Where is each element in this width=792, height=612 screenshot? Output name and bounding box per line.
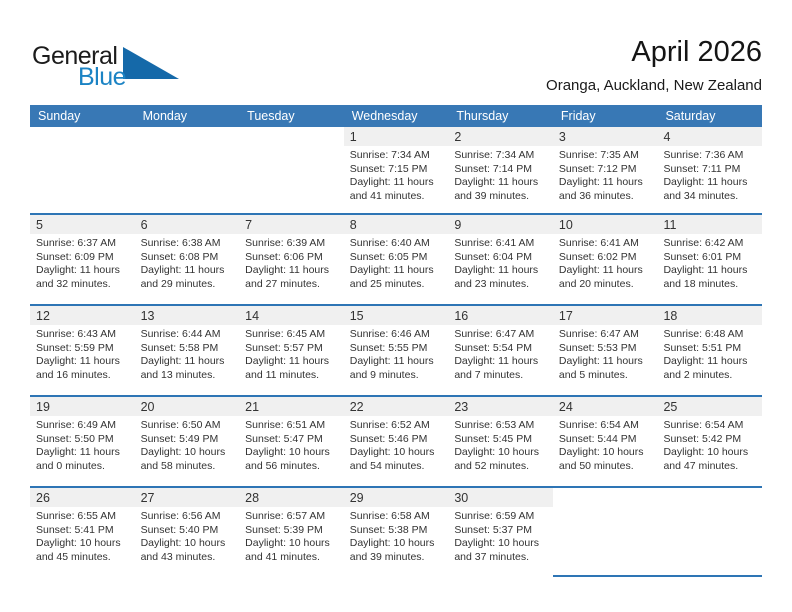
- calendar-grid: [30, 105, 762, 577]
- day-cell-12: [30, 306, 135, 395]
- day-cell-27: [135, 488, 240, 577]
- sun-info-line: Sunrise: 6:45 AM: [245, 328, 326, 340]
- day-number-strip: [239, 397, 344, 416]
- sun-info-line: Sunrise: 6:40 AM: [349, 237, 430, 249]
- sun-info-line: Daylight: 11 hours: [36, 355, 120, 368]
- sun-info-line: Sunset: 7:12 PM: [558, 162, 637, 175]
- empty-day-cell: [553, 488, 658, 577]
- week-row-4: [30, 395, 762, 486]
- sun-info-line: Sunset: 5:54 PM: [454, 341, 532, 354]
- empty-day-cell: [135, 127, 240, 213]
- sun-info-line: and 25 minutes.: [349, 277, 425, 290]
- sun-info-line: Sunset: 6:01 PM: [663, 250, 742, 263]
- day-number-strip: [553, 215, 658, 234]
- day-number-strip: [553, 397, 658, 416]
- sun-info-line: and 47 minutes.: [663, 459, 739, 472]
- sun-info-line: Sunrise: 6:50 AM: [140, 419, 221, 431]
- sun-info-line: Daylight: 10 hours: [454, 446, 539, 459]
- day-cell-3: [553, 127, 658, 213]
- sun-info-line: Sunrise: 6:47 AM: [454, 328, 535, 340]
- day-number-strip: [239, 306, 344, 325]
- day-number: 8: [349, 217, 357, 232]
- day-number-strip: [135, 306, 240, 325]
- sun-info-line: Sunrise: 7:34 AM: [454, 149, 535, 161]
- day-number: 17: [558, 308, 573, 323]
- sun-info-line: Daylight: 11 hours: [349, 264, 434, 277]
- sun-info-line: and 2 minutes.: [663, 368, 733, 381]
- sun-info-line: Daylight: 11 hours: [663, 176, 748, 189]
- sun-info-line: Sunset: 5:40 PM: [140, 523, 219, 536]
- sun-info-line: and 0 minutes.: [36, 459, 105, 472]
- day-number: 18: [663, 308, 678, 323]
- sun-info-line: Sunset: 6:09 PM: [36, 250, 114, 263]
- day-cell-30: [448, 488, 553, 577]
- sun-info-line: Daylight: 11 hours: [454, 176, 539, 189]
- sun-info-line: and 36 minutes.: [558, 189, 634, 202]
- week-row-1: [30, 127, 762, 213]
- day-number-strip: [657, 127, 762, 146]
- sun-info-line: Daylight: 11 hours: [663, 264, 748, 277]
- day-number: 9: [454, 217, 462, 232]
- sun-info-line: and 58 minutes.: [140, 459, 216, 472]
- day-number-strip: [135, 397, 240, 416]
- day-number-strip: [239, 488, 344, 507]
- day-number: 25: [663, 399, 678, 414]
- day-number-strip: [657, 306, 762, 325]
- day-cell-26: [30, 488, 135, 577]
- day-number-strip: [657, 215, 762, 234]
- sun-info-line: and 52 minutes.: [454, 459, 530, 472]
- sun-info-line: Sunrise: 6:38 AM: [140, 237, 221, 249]
- sun-info-line: Sunset: 5:46 PM: [349, 432, 428, 445]
- sun-info-line: Sunset: 5:53 PM: [558, 341, 637, 354]
- sun-info-line: Sunset: 7:14 PM: [454, 162, 532, 175]
- day-cell-16: [448, 306, 553, 395]
- day-cell-8: [344, 215, 449, 304]
- title-block: [546, 36, 762, 94]
- sun-info-line: Sunset: 6:04 PM: [454, 250, 532, 263]
- day-number: 27: [140, 490, 155, 505]
- day-number: 1: [349, 129, 357, 144]
- sun-info-line: Daylight: 10 hours: [140, 537, 226, 550]
- sun-info-line: Sunset: 6:08 PM: [140, 250, 219, 263]
- day-cell-29: [344, 488, 449, 577]
- sun-info-line: and 16 minutes.: [36, 368, 111, 381]
- day-cell-14: [239, 306, 344, 395]
- sun-info-line: Daylight: 11 hours: [349, 176, 434, 189]
- sun-info-line: and 9 minutes.: [349, 368, 419, 381]
- sun-info-line: Sunset: 5:37 PM: [454, 523, 532, 536]
- sun-info-line: Sunrise: 6:46 AM: [349, 328, 430, 340]
- day-number: 19: [36, 399, 50, 414]
- day-number-strip: [657, 397, 762, 416]
- day-number-strip: [553, 306, 658, 325]
- day-cell-20: [135, 397, 240, 486]
- day-cell-10: [553, 215, 658, 304]
- day-number: 24: [558, 399, 573, 414]
- weekday-header-tuesday: Tuesday: [247, 109, 295, 123]
- sun-info-line: and 39 minutes.: [349, 550, 425, 563]
- day-cell-18: [657, 306, 762, 395]
- sun-info-line: and 5 minutes.: [558, 368, 628, 381]
- sun-info-line: Sunset: 5:58 PM: [140, 341, 219, 354]
- sun-info-line: Daylight: 11 hours: [245, 264, 330, 277]
- weekday-header-row: [30, 105, 762, 127]
- day-number-strip: [135, 215, 240, 234]
- sun-info-line: Sunrise: 7:35 AM: [558, 149, 639, 161]
- sun-info-line: and 7 minutes.: [454, 368, 524, 381]
- sun-info-line: Sunset: 5:38 PM: [349, 523, 428, 536]
- week-row-5: [30, 486, 762, 577]
- sun-info-line: Sunrise: 6:55 AM: [36, 510, 116, 522]
- sun-info-line: and 50 minutes.: [558, 459, 634, 472]
- sun-info-line: Sunrise: 6:51 AM: [245, 419, 326, 431]
- sun-info-line: and 39 minutes.: [454, 189, 530, 202]
- day-number: 7: [245, 217, 253, 232]
- day-cell-17: [553, 306, 658, 395]
- sun-info-line: Daylight: 10 hours: [245, 537, 330, 550]
- day-cell-11: [657, 215, 762, 304]
- sun-info-line: Sunset: 5:57 PM: [245, 341, 323, 354]
- sun-info-line: Sunrise: 6:56 AM: [140, 510, 221, 522]
- sun-info-line: Sunset: 5:51 PM: [663, 341, 742, 354]
- empty-day-cell: [239, 127, 344, 213]
- sun-info-line: Daylight: 10 hours: [349, 446, 435, 459]
- sun-info-line: and 43 minutes.: [140, 550, 216, 563]
- page-title: April 2026: [631, 36, 762, 68]
- weekday-header-thursday: Thursday: [456, 109, 509, 123]
- sun-info-line: Sunrise: 6:44 AM: [140, 328, 221, 340]
- day-number: 16: [454, 308, 469, 323]
- sun-info-line: Daylight: 11 hours: [245, 355, 330, 368]
- sun-info-line: Daylight: 11 hours: [349, 355, 434, 368]
- day-number: 5: [36, 217, 43, 232]
- day-cell-2: [448, 127, 553, 213]
- weekday-header-friday: Friday: [560, 109, 596, 123]
- sun-info-line: Daylight: 11 hours: [36, 446, 120, 459]
- day-number: 3: [558, 129, 566, 144]
- day-cell-21: [239, 397, 344, 486]
- sun-info-line: Daylight: 11 hours: [454, 264, 539, 277]
- sun-info-line: and 18 minutes.: [663, 277, 739, 290]
- sun-info-line: Sunset: 5:49 PM: [140, 432, 219, 445]
- sun-info-line: and 37 minutes.: [454, 550, 530, 563]
- day-number: 28: [245, 490, 260, 505]
- day-number: 10: [558, 217, 573, 232]
- sun-info-line: Sunset: 6:06 PM: [245, 250, 323, 263]
- day-number: 26: [36, 490, 50, 505]
- sun-info-line: Sunrise: 6:57 AM: [245, 510, 326, 522]
- sun-info-line: Sunset: 5:45 PM: [454, 432, 532, 445]
- sun-info-line: Daylight: 11 hours: [36, 264, 120, 277]
- sun-info-line: Sunrise: 6:42 AM: [663, 237, 744, 249]
- logo: [32, 42, 222, 94]
- week-row-2: [30, 213, 762, 304]
- sun-info-line: Sunset: 5:50 PM: [36, 432, 114, 445]
- day-number-strip: [30, 488, 135, 507]
- sun-info-line: Sunset: 5:59 PM: [36, 341, 114, 354]
- day-number: 6: [140, 217, 148, 232]
- sun-info-line: Sunrise: 6:59 AM: [454, 510, 535, 522]
- sun-info-line: Sunrise: 6:37 AM: [36, 237, 116, 249]
- day-cell-6: [135, 215, 240, 304]
- weekday-header-monday: Monday: [142, 109, 188, 123]
- sun-info-line: Sunrise: 6:47 AM: [558, 328, 639, 340]
- sun-info-line: and 56 minutes.: [245, 459, 320, 472]
- day-cell-15: [344, 306, 449, 395]
- sun-info-line: Sunrise: 6:58 AM: [349, 510, 430, 522]
- logo-triangle-icon: [123, 47, 179, 79]
- day-number: 29: [349, 490, 364, 505]
- sun-info-line: Sunrise: 7:34 AM: [349, 149, 430, 161]
- logo-text-general: General: [32, 42, 118, 70]
- weekday-header-wednesday: Wednesday: [351, 109, 418, 123]
- sun-info-line: and 27 minutes.: [245, 277, 320, 290]
- day-number-strip: [448, 127, 553, 146]
- sun-info-line: Sunset: 5:55 PM: [349, 341, 428, 354]
- sun-info-line: Daylight: 11 hours: [140, 355, 225, 368]
- day-cell-19: [30, 397, 135, 486]
- sun-info-line: and 41 minutes.: [245, 550, 320, 563]
- day-cell-4: [657, 127, 762, 213]
- day-cell-7: [239, 215, 344, 304]
- day-number-strip: [344, 397, 449, 416]
- sun-info-line: Sunrise: 6:54 AM: [663, 419, 744, 431]
- day-number-strip: [30, 306, 135, 325]
- logo-text-blue: Blue: [78, 63, 127, 91]
- sun-info-line: Sunset: 7:11 PM: [663, 162, 741, 175]
- sun-info-line: Sunrise: 6:48 AM: [663, 328, 744, 340]
- day-cell-1: [344, 127, 449, 213]
- sun-info-line: and 54 minutes.: [349, 459, 425, 472]
- day-number: 21: [245, 399, 260, 414]
- sun-info-line: Daylight: 11 hours: [558, 264, 643, 277]
- sun-info-line: Sunrise: 6:52 AM: [349, 419, 430, 431]
- sun-info-line: Daylight: 10 hours: [245, 446, 330, 459]
- sun-info-line: Daylight: 10 hours: [36, 537, 121, 550]
- day-cell-9: [448, 215, 553, 304]
- sun-info-line: and 20 minutes.: [558, 277, 634, 290]
- sun-info-line: Sunset: 5:47 PM: [245, 432, 323, 445]
- day-number-strip: [30, 397, 135, 416]
- sun-info-line: Sunset: 5:44 PM: [558, 432, 637, 445]
- day-number-strip: [344, 306, 449, 325]
- sun-info-line: Daylight: 11 hours: [140, 264, 225, 277]
- day-cell-28: [239, 488, 344, 577]
- day-number-strip: [448, 488, 553, 507]
- day-cell-13: [135, 306, 240, 395]
- sun-info-line: and 41 minutes.: [349, 189, 425, 202]
- sun-info-line: Daylight: 10 hours: [454, 537, 539, 550]
- sun-info-line: Daylight: 11 hours: [454, 355, 539, 368]
- week-row-3: [30, 304, 762, 395]
- sun-info-line: and 13 minutes.: [140, 368, 216, 381]
- day-number: 23: [454, 399, 469, 414]
- day-cell-24: [553, 397, 658, 486]
- day-number: 30: [454, 490, 469, 505]
- sun-info-line: Sunrise: 6:41 AM: [558, 237, 639, 249]
- sun-info-line: Sunset: 6:02 PM: [558, 250, 637, 263]
- weekday-header-saturday: Saturday: [665, 109, 716, 123]
- day-number: 22: [349, 399, 364, 414]
- calendar-weeks: [30, 127, 762, 577]
- sun-info-line: Sunrise: 6:39 AM: [245, 237, 326, 249]
- day-number-strip: [239, 215, 344, 234]
- day-cell-5: [30, 215, 135, 304]
- sun-info-line: Sunset: 6:05 PM: [349, 250, 428, 263]
- weekday-header-sunday: Sunday: [38, 109, 81, 123]
- sun-info-line: Daylight: 10 hours: [558, 446, 644, 459]
- day-number: 12: [36, 308, 50, 323]
- sun-info-line: Sunrise: 6:43 AM: [36, 328, 116, 340]
- day-cell-22: [344, 397, 449, 486]
- sun-info-line: Sunrise: 6:54 AM: [558, 419, 639, 431]
- day-number-strip: [344, 488, 449, 507]
- location-subtitle: Oranga, Auckland, New Zealand: [546, 77, 762, 94]
- sun-info-line: and 29 minutes.: [140, 277, 216, 290]
- sun-info-line: Sunrise: 7:36 AM: [663, 149, 744, 161]
- day-number-strip: [448, 215, 553, 234]
- sun-info-line: Daylight: 10 hours: [140, 446, 226, 459]
- day-number-strip: [448, 306, 553, 325]
- day-number: 11: [663, 217, 677, 232]
- day-number-strip: [448, 397, 553, 416]
- sun-info-line: Sunrise: 6:41 AM: [454, 237, 535, 249]
- day-number: 20: [140, 399, 155, 414]
- sun-info-line: Sunset: 5:41 PM: [36, 523, 114, 536]
- day-number: 13: [140, 308, 155, 323]
- empty-day-cell: [657, 488, 762, 577]
- sun-info-line: Daylight: 11 hours: [558, 176, 643, 189]
- sun-info-line: Sunset: 5:42 PM: [663, 432, 742, 445]
- sun-info-line: Daylight: 10 hours: [663, 446, 749, 459]
- sun-info-line: and 34 minutes.: [663, 189, 739, 202]
- day-number-strip: [30, 215, 135, 234]
- day-cell-25: [657, 397, 762, 486]
- sun-info-line: Sunset: 5:39 PM: [245, 523, 323, 536]
- sun-info-line: and 32 minutes.: [36, 277, 111, 290]
- day-number: 15: [349, 308, 364, 323]
- day-number: 4: [663, 129, 671, 144]
- sun-info-line: Sunrise: 6:49 AM: [36, 419, 116, 431]
- sun-info-line: and 45 minutes.: [36, 550, 111, 563]
- day-number-strip: [135, 488, 240, 507]
- sun-info-line: and 23 minutes.: [454, 277, 530, 290]
- day-number-strip: [344, 215, 449, 234]
- day-number: 14: [245, 308, 260, 323]
- day-cell-23: [448, 397, 553, 486]
- day-number: 2: [454, 129, 462, 144]
- sun-info-line: and 11 minutes.: [245, 368, 320, 381]
- empty-day-cell: [30, 127, 135, 213]
- sun-info-line: Daylight: 11 hours: [663, 355, 748, 368]
- sun-info-line: Daylight: 11 hours: [558, 355, 643, 368]
- sun-info-line: Sunset: 7:15 PM: [349, 162, 428, 175]
- day-number-strip: [344, 127, 449, 146]
- sun-info-line: Sunrise: 6:53 AM: [454, 419, 535, 431]
- day-number-strip: [553, 127, 658, 146]
- sun-info-line: Daylight: 10 hours: [349, 537, 435, 550]
